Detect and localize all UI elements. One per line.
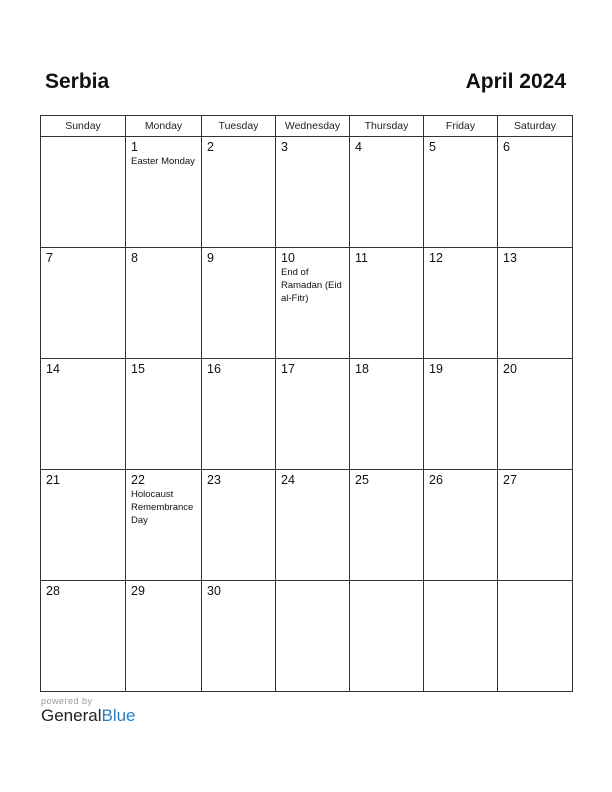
day-cell	[202, 581, 276, 692]
day-cell	[126, 359, 202, 470]
day-number: 27	[503, 473, 517, 487]
day-cell	[276, 359, 350, 470]
footer	[41, 696, 136, 726]
day-number: 9	[207, 251, 214, 265]
day-cell	[202, 470, 276, 581]
weekday-header: Thursday	[350, 116, 424, 137]
day-number: 3	[281, 140, 288, 154]
day-cell	[350, 248, 424, 359]
day-number: 1	[131, 140, 138, 154]
day-number: 15	[131, 362, 145, 376]
day-number: 6	[503, 140, 510, 154]
country-title: Serbia	[45, 70, 110, 93]
day-cell	[126, 470, 202, 581]
weekday-header: Monday	[126, 116, 202, 137]
day-number: 5	[429, 140, 436, 154]
day-cell	[126, 137, 202, 248]
day-number: 14	[46, 362, 60, 376]
holiday-label: Easter Monday	[131, 156, 195, 167]
week-row	[41, 137, 573, 248]
calendar-header	[45, 70, 566, 100]
day-cell	[424, 581, 498, 692]
day-cell	[424, 248, 498, 359]
brand-blue: Blue	[101, 706, 136, 725]
day-cell	[41, 248, 126, 359]
day-cell	[498, 248, 573, 359]
day-cell	[276, 470, 350, 581]
day-cell	[202, 137, 276, 248]
weekday-header: Sunday	[41, 116, 126, 137]
calendar-grid	[40, 115, 573, 692]
day-cell	[350, 470, 424, 581]
week-row	[41, 581, 573, 692]
day-number: 4	[355, 140, 362, 154]
day-cell	[276, 581, 350, 692]
week-row	[41, 470, 573, 581]
holiday-label: End of Ramadan (Eid al-Fitr)	[281, 267, 342, 304]
powered-by-text: powered by	[41, 696, 93, 706]
day-cell	[202, 248, 276, 359]
day-cell	[41, 359, 126, 470]
day-cell	[276, 248, 350, 359]
day-cell	[276, 137, 350, 248]
day-number: 23	[207, 473, 221, 487]
generalblue-logo[interactable]	[41, 706, 136, 726]
day-number: 28	[46, 584, 60, 598]
week-row	[41, 359, 573, 470]
week-row	[41, 248, 573, 359]
day-number: 13	[503, 251, 517, 265]
day-number: 21	[46, 473, 60, 487]
month-title: April 2024	[465, 70, 566, 93]
day-number: 7	[46, 251, 53, 265]
day-number: 2	[207, 140, 214, 154]
day-cell	[202, 359, 276, 470]
day-number: 22	[131, 473, 145, 487]
day-cell	[498, 581, 573, 692]
day-number: 11	[355, 251, 368, 265]
day-number: 25	[355, 473, 369, 487]
day-number: 29	[131, 584, 145, 598]
day-number: 16	[207, 362, 221, 376]
day-number: 19	[429, 362, 443, 376]
day-number: 17	[281, 362, 295, 376]
day-number: 12	[429, 251, 443, 265]
day-cell	[350, 581, 424, 692]
day-cell	[498, 137, 573, 248]
weekday-header-row	[41, 116, 573, 137]
brand-general: General	[41, 706, 102, 725]
day-cell	[424, 359, 498, 470]
day-number: 26	[429, 473, 443, 487]
weekday-header: Saturday	[498, 116, 573, 137]
day-number: 20	[503, 362, 517, 376]
day-number: 24	[281, 473, 295, 487]
day-cell	[41, 470, 126, 581]
day-cell	[424, 470, 498, 581]
day-cell	[498, 359, 573, 470]
day-number: 8	[131, 251, 138, 265]
day-cell	[350, 137, 424, 248]
day-cell	[424, 137, 498, 248]
day-cell	[41, 137, 126, 248]
holiday-label: Holocaust Remembrance Day	[131, 489, 194, 526]
weekday-header: Friday	[424, 116, 498, 137]
weekday-header: Wednesday	[276, 116, 350, 137]
day-cell	[41, 581, 126, 692]
day-cell	[126, 248, 202, 359]
day-cell	[498, 470, 573, 581]
day-number: 10	[281, 251, 295, 265]
day-number: 30	[207, 584, 221, 598]
day-cell	[350, 359, 424, 470]
weekday-header: Tuesday	[202, 116, 276, 137]
day-cell	[126, 581, 202, 692]
day-number: 18	[355, 362, 369, 376]
